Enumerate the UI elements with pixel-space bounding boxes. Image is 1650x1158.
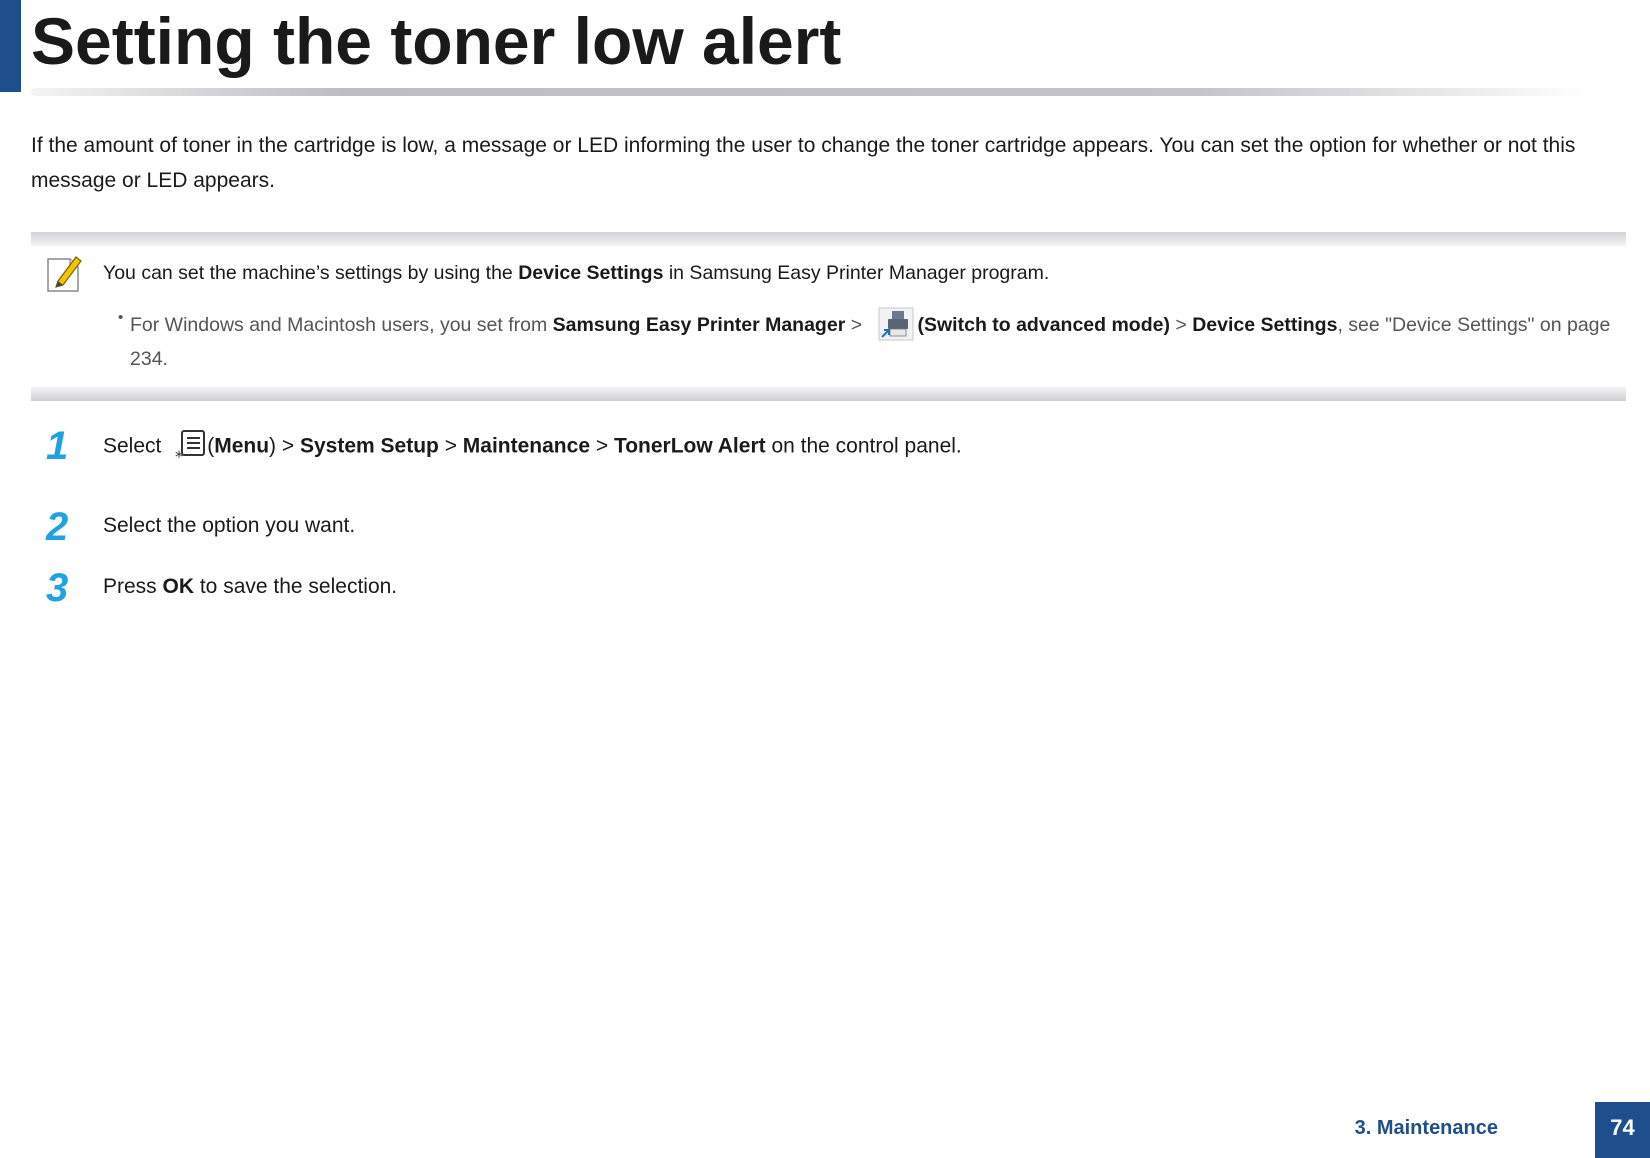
device-settings-term: Device Settings [518, 262, 664, 284]
note-text-part: in Samsung Easy Printer Manager program. [663, 262, 1050, 284]
step-2 [46, 503, 1546, 551]
step-text-part: Press [103, 575, 163, 598]
system-setup-term: System Setup [299, 434, 439, 458]
note-text [103, 258, 1049, 288]
switch-advanced-mode-term: (Switch to advanced mode) [917, 314, 1170, 337]
intro-paragraph: If the amount of toner in the cartridge is low, a message or LED informing the user to change the toner cartridge appears. You can set the option for whether or not this message or LED appears. [31, 134, 1576, 192]
page-number-badge: 74 [1595, 1102, 1650, 1158]
step-number: 3 [46, 566, 69, 610]
separator: > [845, 314, 868, 337]
switch-advanced-mode-icon [878, 307, 914, 341]
step-text-part: to save the selection. [194, 575, 398, 598]
page-title: Setting the toner low alert [31, 4, 842, 78]
footer-section-label: 3. Maintenance [1354, 1117, 1498, 1139]
step-text [103, 572, 397, 602]
separator: > [590, 434, 614, 458]
device-settings-term: Device Settings [1192, 314, 1338, 337]
note-bottom-border [31, 387, 1626, 401]
title-underline [31, 88, 1591, 96]
separator: > [438, 434, 463, 458]
step-text-part: Select [103, 434, 168, 458]
note-bullet-text [130, 309, 1630, 376]
separator: > [1169, 314, 1193, 337]
page-reference: , see "Device Settings" on page 234. [130, 314, 1611, 370]
menu-term: Menu [214, 434, 270, 458]
step-text-part: ( [207, 434, 215, 458]
title-accent-bar [0, 0, 21, 92]
step-number: 2 [46, 505, 69, 549]
step-text: Select the option you want. [103, 514, 356, 537]
note-sub-part: For Windows and Macintosh users, you set from [130, 314, 553, 337]
tonerlow-alert-term: TonerLow Alert [613, 434, 766, 458]
separator: ) > [269, 434, 300, 458]
bullet-marker: • [118, 309, 124, 326]
step-1 [46, 422, 1546, 470]
step-text [103, 430, 962, 464]
step-3 [46, 564, 1546, 612]
maintenance-term: Maintenance [462, 434, 590, 458]
pencil-note-icon [44, 253, 84, 295]
note-text-part: You can set the machine’s settings by using the [103, 262, 519, 284]
step-text-part: on the control panel. [765, 434, 962, 458]
step-number: 1 [46, 424, 69, 468]
note-top-border [31, 232, 1626, 246]
svg-text:*: * [175, 447, 184, 462]
menu-icon [173, 428, 207, 462]
ok-term: OK [162, 575, 195, 598]
sepm-term: Samsung Easy Printer Manager [552, 314, 846, 337]
